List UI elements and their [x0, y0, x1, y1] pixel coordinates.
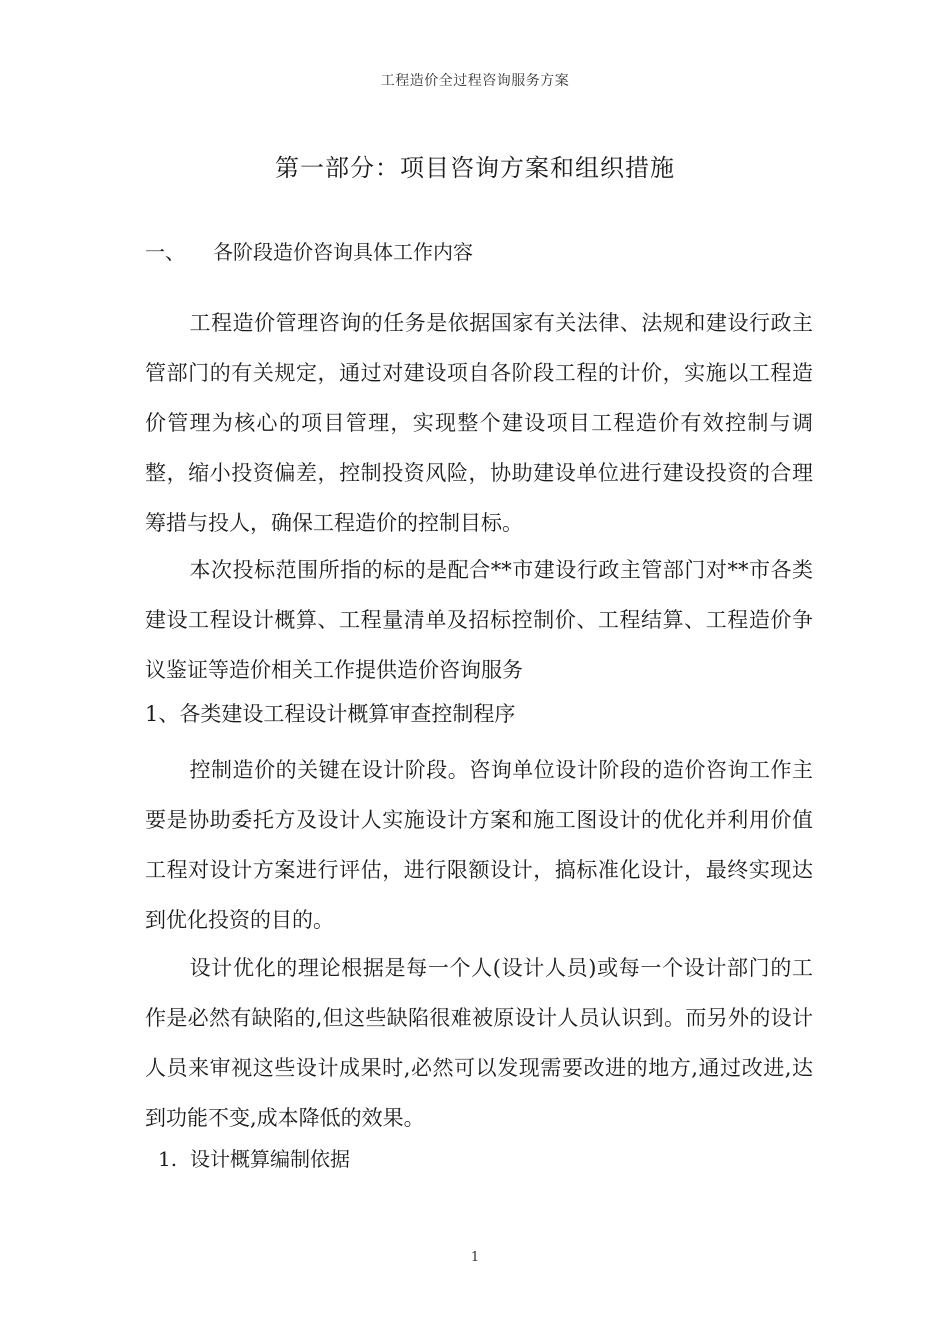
subheading-number: 1. — [158, 1147, 178, 1171]
paragraph-text: 控制造价的关键在设计阶段。咨询单位设计阶段的造价咨询工作主要是协助委托方及设计人实施设计方案和施工图设计的优化并利用价值工程对设计方案进行评估，进行限额设计，搞标准化设计，最终实现达到优化投资的目的。 — [145, 758, 813, 932]
page-number: 1 — [470, 1250, 480, 1265]
paragraph-scope — [145, 545, 813, 695]
subheading-control-procedure: 1、各类建设工程设计概算审查控制程序 — [145, 702, 516, 726]
subheading-estimate-basis — [158, 1143, 350, 1172]
paragraph-design-optimization — [145, 943, 813, 1143]
paragraph-text: 工程造价管理咨询的任务是依据国家有关法律、法规和建设行政主管部门的有关规定，通过对建设项自各阶段工程的计价，实施以工程造价管理为核心的项目管理，实现整个建设项目工程造价有效控制与调整，缩小投资偏差，控制投资风险，协助建设单位进行建设投资的合理筹措与投人，确保工程造价的控制目标。 — [145, 311, 813, 535]
running-header: 工程造价全过程咨询服务方案 — [380, 73, 570, 89]
paragraph-design-stage — [145, 745, 813, 945]
paragraph-text: 本次投标范围所指的标的是配合**市建设行政主管部门对**市各类建设工程设计概算、工程量清单及招标控制价、工程结算、工程造价争议鉴证等造价相关工作提供造价咨询服务 — [145, 558, 813, 682]
section-heading — [145, 236, 473, 265]
paragraph-text: 设计优化的理论根据是每一个人(设计人员)或每一个设计部门的工作是必然有缺陷的,但这些缺陷很难被原设计人员认识到。而另外的设计人员来审视这些设计成果时,必然可以发现需要改进的地方,通过改进,达到功能不变,成本降低的效果。 — [145, 956, 813, 1130]
section-number: 一、 — [145, 240, 185, 264]
paragraph-task — [145, 298, 813, 548]
section-heading-text: 各阶段造价咨询具体工作内容 — [213, 240, 473, 264]
page-title: 第一部分：项目咨询方案和组织措施 — [275, 154, 675, 182]
subheading-text: 设计概算编制依据 — [190, 1147, 350, 1171]
